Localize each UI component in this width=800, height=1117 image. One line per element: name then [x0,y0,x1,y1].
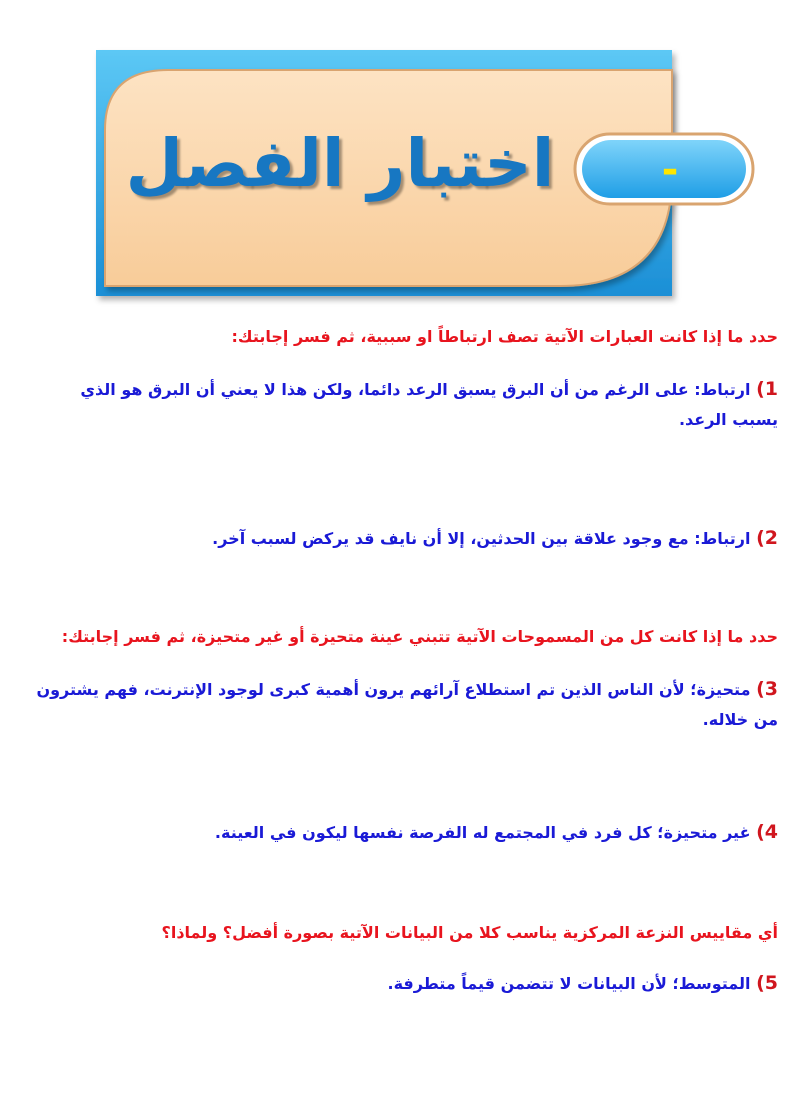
answer-1-text: ارتباط: على الرغم من أن البرق يسبق الرعد دائما، ولكن هذا لا يعني أن البرق هو الذي يسبب الرعد. [80,380,778,429]
section-1-prompt: حدد ما إذا كانت العبارات الآتية تصف ارتباطاً او سببية، ثم فسر إجابتك: [231,327,778,346]
chapter-test-banner [0,0,800,310]
page-title: اختبار الفصل [125,124,555,202]
answer-3-number: 3) [756,678,778,700]
answer-4-number: 4) [756,821,778,843]
answer-4 [30,817,778,848]
answer-5-text: المتوسط؛ لأن البيانات لا تتضمن قيماً متطرفة. [387,974,751,993]
answer-2-number: 2) [756,527,778,549]
answer-1 [30,374,778,435]
answer-1-number: 1) [756,378,778,400]
section-2-prompt: حدد ما إذا كانت كل من المسموحات الآتية تتبني عينة متحيزة أو غير متحيزة، ثم فسر إجابتك: [61,627,778,646]
answer-5-number: 5) [756,972,778,994]
section-3-prompt: أي مقاييس النزعة المركزية يناسب كلا من البيانات الآتية بصورة أفضل؟ ولماذا؟ [161,923,778,942]
test-content [30,322,778,999]
answer-2 [30,523,778,554]
answer-3-text: متحيزة؛ لأن الناس الذين تم استطلاع آرائهم يرون أهمية كبرى لوجود الإنترنت، فهم يشترون من خلاله. [36,680,778,729]
answer-2-text: ارتباط: مع وجود علاقة بين الحدثين، إلا أن نايف قد يركض لسبب آخر. [212,529,751,548]
answer-3 [30,674,778,735]
answer-4-text: غير متحيزة؛ كل فرد في المجتمع له الفرصة نفسها ليكون في العينة. [214,823,751,842]
answer-5 [30,968,778,999]
banner-dash: - [661,147,679,193]
